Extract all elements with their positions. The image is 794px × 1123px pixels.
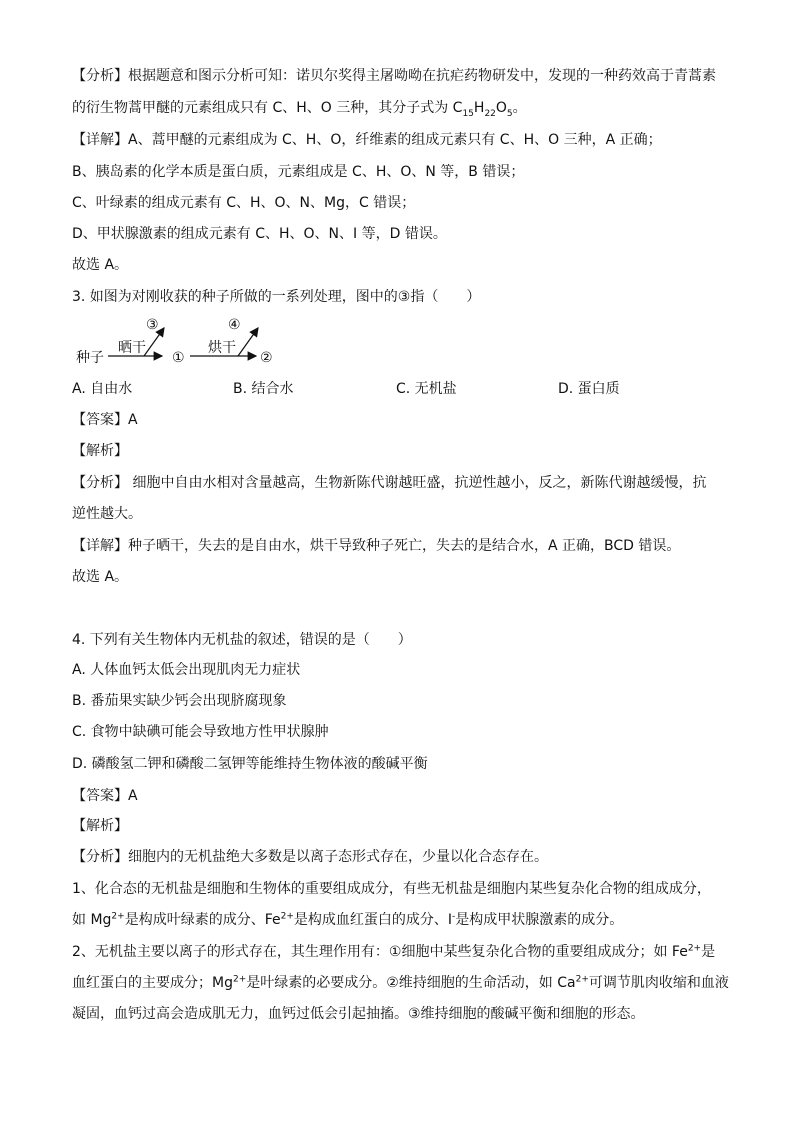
seed-label: 种子: [76, 350, 104, 366]
conclusion-line: 故选 A。: [72, 257, 129, 273]
question-3-stem: 3. 如图为对刚收获的种子所做的一系列处理，图中的③指（ ）: [72, 289, 481, 305]
period: 。: [512, 100, 527, 116]
text: 是构成叶绿素的成分、Fe: [124, 912, 281, 928]
detail-line-d: D、甲状腺激素的组成元素有 C、H、O、N、I 等，D 错误。: [72, 226, 447, 242]
q3-explanation-heading: 【解析】: [72, 443, 128, 459]
q4-answer: 【答案】A: [72, 788, 138, 804]
superscript: 2+: [280, 911, 294, 922]
subscript: 22: [484, 108, 496, 119]
text: 是叶绿素的必要成分。②维持细胞的生命活动，如 Ca: [246, 975, 576, 991]
q4-option-d: D. 磷酸氢二钾和磷酸二氢钾等能维持生物体液的酸碱平衡: [72, 756, 428, 772]
superscript: -: [452, 911, 456, 922]
q4-option-b: B. 番茄果实缺少钙会出现脐腐现象: [72, 693, 287, 709]
q4-explanation-heading: 【解析】: [72, 818, 128, 834]
q3-option-b: B. 结合水: [233, 381, 294, 397]
superscript: 2+: [232, 974, 247, 985]
seed-treatment-diagram: [72, 312, 312, 374]
q3-detail: 【详解】种子晒干，失去的是自由水，烘干导致种子死亡，失去的是结合水，A 正确，BCD 错误。: [72, 538, 681, 554]
analysis-line-1: 【分析】根据题意和图示分析可知：诺贝尔奖得主屠呦呦在抗疟药物研发中，发现的一种药效高于青蒿素: [72, 68, 716, 84]
question-4-stem: 4. 下列有关生物体内无机盐的叙述，错误的是（ ）: [72, 632, 412, 648]
circle-3-label: ③: [146, 317, 159, 333]
subscript: 5: [506, 108, 513, 119]
q3-analysis-line-2: 逆性越大。: [72, 506, 142, 522]
subscript: 15: [462, 108, 474, 119]
analysis-line-2: [72, 98, 527, 118]
sun-dry-label: 晒干: [118, 340, 146, 356]
text: 是: [701, 944, 716, 960]
text: 是构成血红蛋白的成分、I: [293, 912, 453, 928]
superscript: 2+: [687, 943, 702, 954]
q4-analysis: 【分析】细胞内的无机盐绝大多数是以离子态形式存在，少量以化合态存在。: [72, 849, 548, 865]
text: 如 Mg: [72, 912, 112, 928]
q3-conclusion: 故选 A。: [72, 569, 129, 585]
detail-line-b: B、胰岛素的化学本质是蛋白质，元素组成是 C、H、O、N 等，B 错误；: [72, 164, 525, 180]
q3-option-d: D. 蛋白质: [558, 381, 620, 397]
formula-h: H: [473, 100, 485, 116]
q4-option-c: C. 食物中缺碘可能会导致地方性甲状腺肿: [72, 724, 329, 740]
q4-point-1-line-2: [72, 910, 623, 930]
q4-point-2-line-1: [72, 942, 715, 962]
q4-point-1-line-1: 1、化合态的无机盐是细胞和生物体的重要组成成分，有些无机盐是细胞内某些复杂化合物的组成成分，: [72, 881, 711, 897]
q4-option-a: A. 人体血钙太低会出现肌肉无力症状: [72, 662, 301, 678]
circle-2-label: ②: [260, 350, 273, 366]
detail-line-c: C、叶绿素的组成元素有 C、H、O、N、Mg，C 错误；: [72, 195, 416, 211]
superscript: 2+: [111, 911, 125, 922]
text: 是构成甲状腺激素的成分。: [455, 912, 624, 928]
q3-analysis-line-1: 【分析】 细胞中自由水相对含量越高，生物新陈代谢越旺盛，抗逆性越小，反之，新陈代谢越缓慢，抗: [72, 475, 707, 491]
formula-o: O: [495, 100, 507, 116]
formula-prefix: 的衍生物蒿甲醚的元素组成只有 C、H、O 三种，其分子式为 C: [72, 100, 463, 116]
text: 血红蛋白的主要成分；Mg: [72, 975, 233, 991]
superscript: 2+: [575, 974, 589, 985]
q4-point-2-line-3: 凝固，血钙过高会造成肌无力，血钙过低会引起抽搐。③维持细胞的酸碱平衡和细胞的形态。: [72, 1006, 645, 1022]
q3-option-a: A. 自由水: [72, 381, 133, 397]
text: 可调节肌肉收缩和血液: [588, 975, 729, 991]
oven-dry-label: 烘干: [208, 340, 236, 356]
q3-answer: 【答案】A: [72, 412, 138, 428]
arrow-to-4: [238, 328, 258, 356]
q3-option-c: C. 无机盐: [396, 381, 457, 397]
circle-4-label: ④: [228, 317, 241, 333]
text: 2、无机盐主要以离子的形式存在，其生理作用有：①细胞中某些复杂化合物的重要组成成分；如 Fe: [72, 944, 688, 960]
detail-line-a: 【详解】A、蒿甲醚的元素组成为 C、H、O，纤维素的组成元素只有 C、H、O 三种，A 正确；: [72, 132, 662, 148]
circle-1-label: ①: [172, 350, 185, 366]
q4-point-2-line-2: [72, 973, 729, 993]
